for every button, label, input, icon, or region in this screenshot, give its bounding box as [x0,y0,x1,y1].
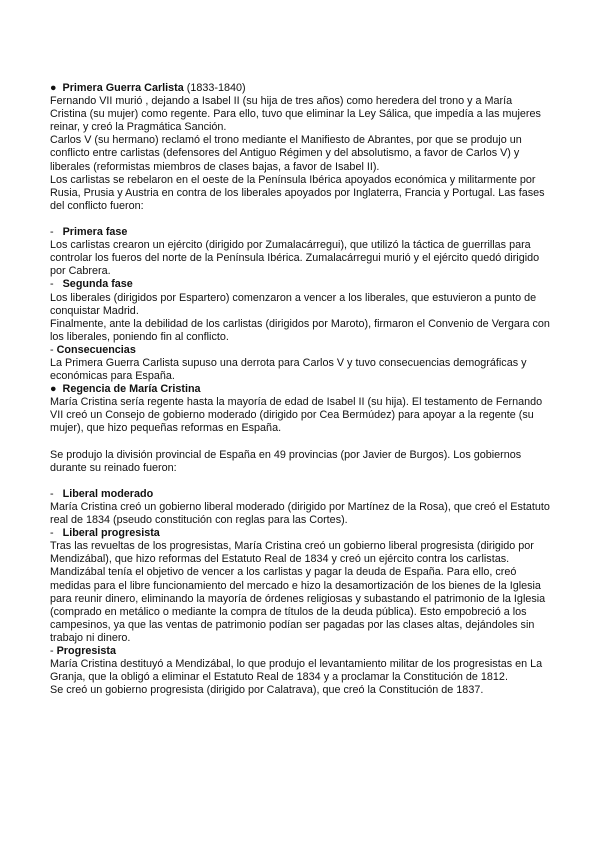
paragraph-line: conquistar Madrid. [50,304,139,317]
bullet-icon: ● [50,82,57,94]
spacer [50,475,550,488]
subheading [50,488,550,501]
paragraph-line: Fernando VII murió , dejando a Isabel II (su hija de tres años) como heredera del trono y a María [50,95,513,108]
paragraph-line: liberales (reformistas miembros de clases bajas, a favor de Isabel II). [50,160,380,173]
paragraph-line: La Primera Guerra Carlista supuso una derrota para Carlos V y tuvo consecuencias demográficas y [50,356,527,369]
paragraph-line: (comprado en metálico o mediante la compra de títulos de la deuda pública). Esto empobreció a los [50,605,527,618]
paragraph-line: controlar los fueros del norte de la Península Ibérica. Zumalacárregui murió y el ejército quedó dirigido [50,252,540,265]
subheading [50,344,550,357]
dash-marker: - [50,527,54,540]
paragraph-line: Rusia, Prusia y Austria en contra de los liberales apoyados por Inglaterra, Francia y Portugal. Las fases [50,186,545,199]
dash-marker: - [50,487,54,500]
section-title: Primera Guerra Carlista [62,82,184,94]
paragraph-line: por Cabrera. [50,265,111,278]
paragraph-line: Se creó un gobierno progresista (dirigido por Calatrava), que creó la Constitución de 1837. [50,684,484,697]
dash-marker: - [50,645,54,658]
paragraph-line: trabajo ni dinero. [50,631,131,644]
section-heading [50,82,550,95]
paragraph-line: Finalmente, ante la debilidad de los carlistas (dirigidos por Maroto), firmaron el Convenio de Vergara con [50,317,550,330]
document-page [50,82,550,697]
dash-marker: - [50,343,54,356]
paragraph-line: Tras las revueltas de los progresistas, María Cristina creó un gobierno liberal progresista (dirigido por [50,540,534,553]
spacer [50,436,550,449]
paragraph-line: Se produjo la división provincial de España en 49 provincias (por Javier de Burgos). Los gobiernos [50,448,522,461]
section-title: Regencia de María Cristina [62,383,201,396]
section-years: (1833-1840) [186,82,246,94]
paragraph-line: real de 1834 (pseudo constitución con reglas para las Cortes). [50,514,348,527]
bullet-icon: ● [50,383,57,396]
paragraph-line: Los liberales (dirigidos por Espartero) comenzaron a vencer a los liberales, que estuvieron a punto de [50,291,537,304]
paragraph-line: María Cristina creó un gobierno liberal moderado (dirigido por Martínez de la Rosa), que creó el Estatuto [50,501,550,513]
subheading [50,645,550,658]
paragraph-line: durante su reinado fueron: [50,461,177,474]
section-heading [50,383,550,396]
subheading-title: Liberal moderado [62,487,154,500]
subheading-title: Consecuencias [56,343,136,356]
dash-marker: - [50,278,54,291]
paragraph-line: los liberales, poniendo fin al conflicto. [50,330,229,343]
paragraph-line: Cristina (su mujer) como regente. Para ello, tuvo que eliminar la Ley Sálica, que impedía a las mujeres [50,108,541,121]
spacer [50,213,550,226]
paragraph-line: María Cristina destituyó a Mendizábal, lo que produjo el levantamiento militar de los progresistas en La [50,658,543,671]
paragraph-line: para reunir dinero, eliminando la mayoría de órdenes religiosas y subastando el patrimonio de la Iglesia [50,592,546,605]
dash-marker: - [50,226,54,239]
subheading [50,527,550,540]
subheading-title: Progresista [56,645,117,658]
paragraph-line: económicas para España. [50,370,175,383]
paragraph-line: Mendizábal), que hizo reformas del Estatuto Real de 1834 y creó un ejército contra los carlistas. [50,553,510,566]
paragraph-line: medidas para el libre funcionamiento del mercado e hizo la desamortización de los bienes de la Iglesia [50,579,541,592]
paragraph-line: campesinos, ya que las ventas de patrimonio podían ser pagadas por las clases altas, dejándoles sin [50,618,535,631]
paragraph-line: Carlos V (su hermano) reclamó el trono mediante el Manifiesto de Abrantes, por que se produjo un [50,134,522,147]
subheading-title: Liberal progresista [62,527,160,540]
paragraph-line: conflicto entre carlistas (defensores del Antiguo Régimen y del absolutismo, a favor de Carlos V) y [50,147,520,160]
paragraph-line: Los carlistas se rebelaron en el oeste de la Península Ibérica apoyados económica y militarmente por [50,173,536,186]
subheading [50,278,550,291]
paragraph-line: reinar, y creó la Pragmática Sanción. [50,121,227,134]
paragraph-line: Los carlistas crearon un ejército (dirigido por Zumalacárregui), que utilizó la táctica de guerrillas para [50,239,531,252]
subheading [50,226,550,239]
subheading-title: Segunda fase [62,278,133,291]
paragraph-line: Mandizábal tenía el objetivo de vencer a los carlistas y pagar la deuda de España. Para ello, creó [50,566,517,579]
subheading-title: Primera fase [62,226,128,239]
paragraph-line: Granja, que la obligó a eliminar el Estatuto Real de 1834 y a proclamar la Constitución de 1812. [50,671,508,684]
paragraph-line: del conflicto fueron: [50,199,144,212]
paragraph-line: VII creó un Consejo de gobierno moderado (dirigido por Cea Bermúdez) para apoyar a la regente (su [50,409,534,422]
paragraph-line: mujer), que hizo pequeñas reformas en España. [50,422,282,435]
paragraph-line: María Cristina sería regente hasta la mayoría de edad de Isabel II (su hija). El testamento de Fernando [50,396,543,409]
